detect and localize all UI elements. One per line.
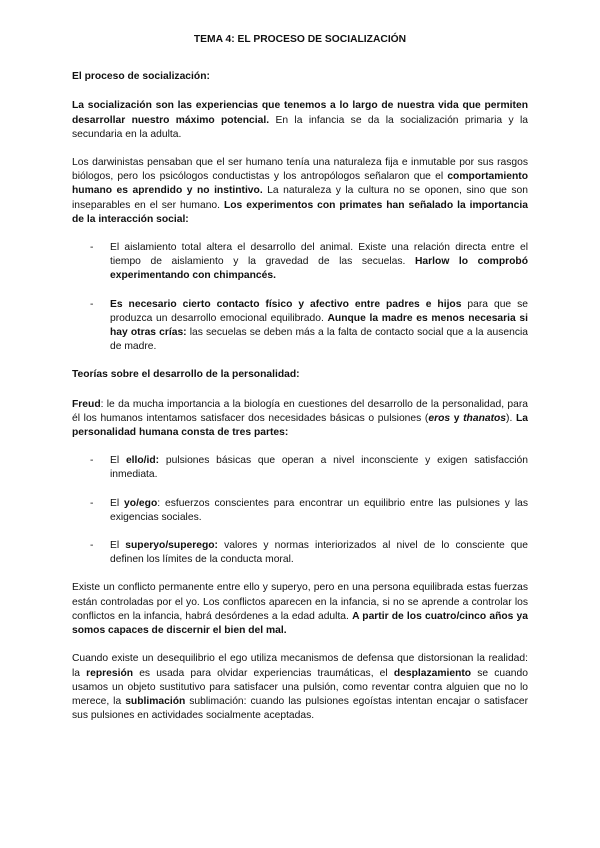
bullet-dash: - [90, 455, 94, 467]
bullet-dash: - [90, 540, 94, 552]
text: sublimación: cuando las pulsiones egoístas intentan encajar o satisfacer sus pulsiones en actividades socialmente aceptadas. [72, 695, 529, 722]
document-title: TEMA 4: EL PROCESO DE SOCIALIZACIÓN [193, 34, 407, 45]
bold-text: comportamiento humano es aprendido y no instintivo. [72, 171, 528, 197]
bold-text: yo/ego [124, 497, 158, 509]
paragraph [72, 99, 528, 142]
text: ). [506, 412, 516, 424]
text: Los darwinistas pensaban que el ser humano tenía una naturaleza fija e inmutable por sus rasgos biólogos, pero los psicólogos conductistas y los antropólogos señalaron que el [72, 157, 528, 183]
bold-text: ello/id: [125, 455, 160, 467]
bullet-dash: - [90, 497, 94, 509]
text: : esfuerzos conscientes para encontrar un equilibrio entre las pulsiones y las exigencias sociales. [110, 497, 528, 523]
list-item [72, 298, 528, 355]
bullet-dash: - [90, 242, 94, 254]
paragraph [72, 156, 528, 227]
text: La naturaleza y la cultura no se oponen, sino que son inseparables en el ser humano. [72, 185, 528, 211]
bold-text: sublimación [125, 695, 186, 707]
bold-text: represión [86, 667, 134, 679]
bold-text: y [450, 412, 464, 424]
paragraph [72, 652, 528, 723]
bold-text: A partir de los cuatro/cinco años ya somos capaces de discernir el bien del mal. [72, 610, 528, 637]
bold-text: desplazamiento [393, 667, 472, 679]
bold-text: Aunque la madre es menos necesaria si hay otras crías: [110, 312, 528, 339]
section-heading-personalidad: Teorías sobre el desarrollo de la personalidad: [72, 369, 300, 381]
bold-text: eros [428, 412, 451, 424]
text: Cuando existe un desequilibrio el ego utiliza mecanismos de defensa que distorsionan la realidad: la [72, 653, 528, 679]
bold-text: Los experimentos con primates han señalado la importancia de la interacción social: [72, 199, 528, 225]
bold-text: superyo/superego: [125, 540, 218, 552]
paragraph [72, 398, 528, 441]
bold-text: Freud [72, 398, 101, 410]
text: se cuando usamos un objeto sustitutivo para satisfacer una pulsión, como reventar contra alguien que no lo merece, la [72, 667, 528, 707]
text: El [110, 540, 126, 552]
text: El aislamiento total altera el desarrollo del animal. Existe una relación directa entre el tiempo de aislamiento y la gravedad de las secuelas. [110, 242, 528, 268]
paragraph [72, 581, 528, 638]
text: El [110, 497, 125, 509]
text: las secuelas se deben más a la falta de contacto social que a la ausencia de madre. [110, 327, 528, 353]
list-item [72, 539, 528, 567]
bold-text: La socialización son las experiencias que tenemos a lo largo de nuestra vida que permiten desarrollar nuestro máximo potencial. [72, 100, 528, 126]
text: En la infancia se da la socialización primaria y la secundaria en la adulta. [72, 114, 528, 140]
list-item [72, 497, 528, 525]
list-item [72, 454, 528, 482]
bold-text: thanatos [463, 412, 507, 424]
bold-text: La personalidad humana consta de tres partes: [72, 412, 529, 439]
bullet-list [72, 454, 528, 567]
text: para que se produzca un desarrollo emocional equilibrado. [110, 298, 528, 324]
text: Existe un conflicto permanente entre ello y superyo, pero en una persona equilibrada estas fuerzas están controladas por el yo. Los conflictos aparecen en la infancia, si no se aprende a controlar los conflictos en la infancia, habrá desórdenes a la edad adulta. [72, 582, 528, 622]
text: es usada para olvidar experiencias traumáticas, el [133, 667, 394, 679]
bold-text: Harlow lo comprobó experimentando con chimpancés. [110, 256, 529, 282]
bullet-dash: - [90, 298, 94, 310]
section-heading-socializacion: El proceso de socialización: [72, 71, 210, 83]
text: pulsiones básicas que operan a nivel inconsciente y exigen satisfacción inmediata. [110, 455, 528, 481]
text: : le da mucha importancia a la biología en cuestiones del desarrollo de la personalidad, para él los humanos intentamos satisfacer dos necesidades básicas o pulsiones ( [72, 398, 528, 424]
bold-text: Es necesario cierto contacto físico y afectivo entre padres e hijos [110, 298, 462, 310]
text: valores y normas interiorizados al nivel de lo consciente que definen los límites de la conducta moral. [110, 540, 528, 566]
text: El [110, 455, 126, 467]
list-item [72, 241, 528, 284]
bullet-list [72, 241, 528, 354]
